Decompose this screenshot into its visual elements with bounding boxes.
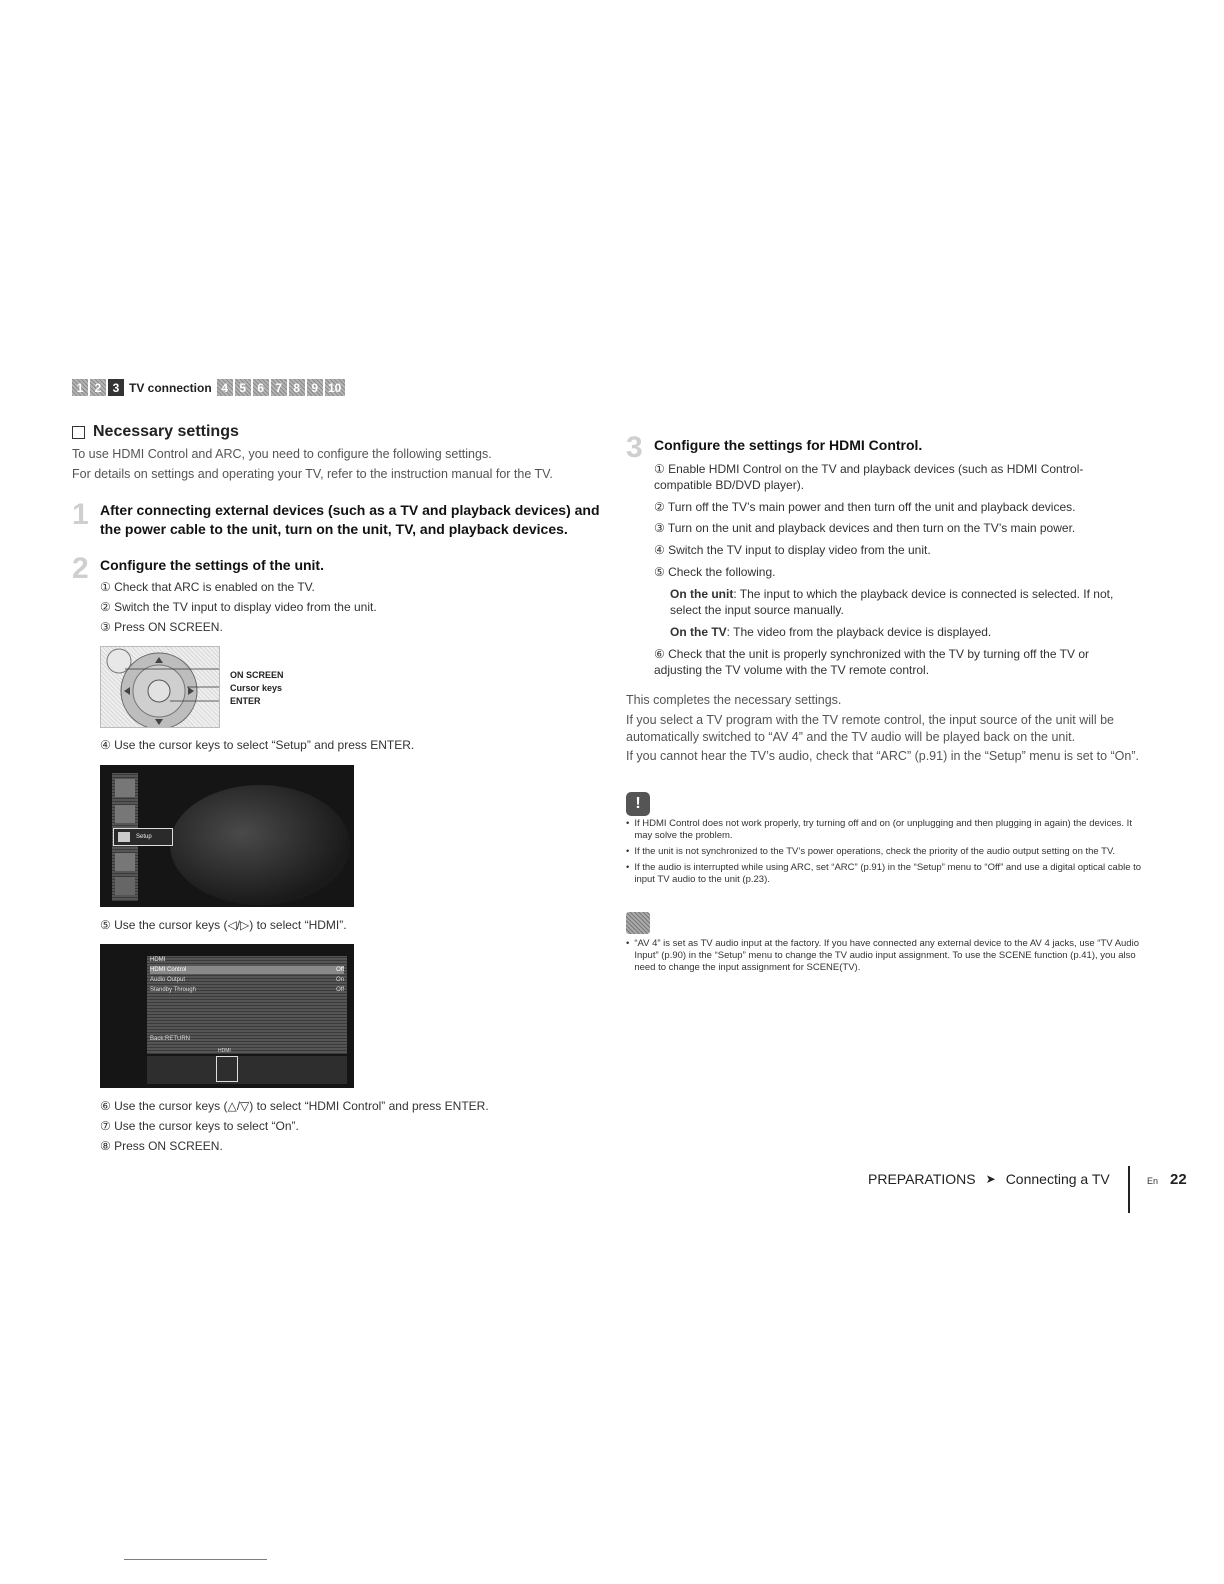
step-1-number: 1 xyxy=(72,498,89,531)
caution-icon: ! xyxy=(626,792,650,816)
wrench-icon xyxy=(118,832,130,842)
footer-language: En xyxy=(1147,1176,1159,1186)
footer-page-title[interactable]: Connecting a TV xyxy=(1005,1171,1110,1187)
label-cursor-keys: Cursor keys xyxy=(230,683,283,693)
on-the-tv-note xyxy=(670,624,1138,640)
label-enter: ENTER xyxy=(230,696,261,706)
step-1-title: After connecting external devices (such as a TV and playback devices) and the power cable to the unit, turn on the unit, TV, and playback devices. xyxy=(100,502,600,537)
menu-setup-item[interactable] xyxy=(113,828,173,846)
page-number: 22 xyxy=(1170,1171,1187,1188)
step-navigation xyxy=(72,379,345,396)
notes-list xyxy=(626,818,1146,886)
screenshot-hdmi-menu xyxy=(100,944,354,1088)
note-1: • If HDMI Control does not work properly, try turning off and on (or unplugging and then plugging in again) the devices. It may solve the problem. xyxy=(626,818,1146,842)
menu-icon-5 xyxy=(115,877,135,895)
nav-step-8[interactable]: 8 xyxy=(289,379,305,396)
step-3-title: Configure the settings for HDMI Control. xyxy=(654,437,923,453)
step-3-item-3: ③ Turn on the unit and playback devices and then turn on the TV’s main power. xyxy=(654,521,1076,535)
on-the-unit-text: : The input to which the playback device is connected is selected. If not, select the input source manually. xyxy=(670,587,1114,617)
step-3-item-2: ② Turn off the TV’s main power and then turn off the unit and playback devices. xyxy=(654,500,1076,514)
footer-section[interactable]: PREPARATIONS xyxy=(868,1171,976,1187)
bottom-divider-line xyxy=(124,1559,267,1560)
tip-note: • “AV 4” is set as TV audio input at the factory. If you have connected any external device to the AV 4 jacks, use “TV Audio Input” (p.90) in the “Setup” menu to change the TV audio input assignment. To use the SCENE function (p.41), you also need to change the input assignment for SCENE(TV). xyxy=(626,938,1146,974)
hdmi-menu-footer: Back:RETURN xyxy=(150,1036,191,1042)
step-2-item-7: ⑦ Use the cursor keys to select “On”. xyxy=(100,1119,299,1133)
hdmi-row-standby-through[interactable] xyxy=(150,986,344,994)
footer-divider xyxy=(1128,1166,1130,1213)
screenshot-setup-menu xyxy=(100,765,354,907)
checkbox-icon xyxy=(72,426,85,439)
menu-icon-2 xyxy=(115,805,135,823)
completion-p2: If you select a TV program with the TV remote control, the input source of the unit will be automatically switched to “AV 4” and the TV audio will be played back on the unit. xyxy=(626,713,1114,744)
hdmi-row-1-value: Off xyxy=(336,967,344,973)
nav-step-10[interactable]: 10 xyxy=(325,379,345,396)
note-2: • If the unit is not synchronized to the TV’s power operations, check the priority of the audio output setting on the TV. xyxy=(626,846,1116,857)
nav-step-7[interactable]: 7 xyxy=(271,379,287,396)
menu-icon-1 xyxy=(115,779,135,797)
step-2-item-8: ⑧ Press ON SCREEN. xyxy=(100,1139,223,1153)
breadcrumb-footer xyxy=(868,1171,1110,1187)
step-2-item-4: ④ Use the cursor keys to select “Setup” and press ENTER. xyxy=(100,738,415,752)
section-heading xyxy=(72,423,239,441)
menu-setup-label: Setup xyxy=(136,834,152,840)
background-speaker-shape xyxy=(170,785,350,905)
step-2-item-6: ⑥ Use the cursor keys (△/▽) to select “HDMI Control” and press ENTER. xyxy=(100,1099,489,1113)
hdmi-row-3-value: Off xyxy=(336,987,344,993)
hdmi-tab-label: HDMI xyxy=(218,1048,231,1054)
step-3-item-6: ⑥ Check that the unit is properly synchronized with the TV by turning off the TV or adjusting the TV volume with the TV remote control. xyxy=(654,647,1089,677)
nav-step-6[interactable]: 6 xyxy=(253,379,269,396)
step-3-item-1: ① Enable HDMI Control on the TV and playback devices (such as HDMI Control-compatible BD/DVD player). xyxy=(654,462,1084,492)
step-3-item-4: ④ Switch the TV input to display video from the unit. xyxy=(654,543,931,557)
nav-step-1[interactable]: 1 xyxy=(72,379,88,396)
on-the-tv-label: On the TV xyxy=(670,625,727,639)
tip-lightbulb-icon xyxy=(626,912,650,934)
hdmi-row-3-label: Standby Through xyxy=(150,987,196,993)
note-1-text: If HDMI Control does not work properly, try turning off and on (or unplugging and then plugging in again) the devices. It may solve the problem. xyxy=(634,818,1132,841)
step-3-item-5: ⑤ Check the following. xyxy=(654,565,776,579)
on-the-unit-note xyxy=(670,586,1138,618)
on-the-unit-label: On the unit xyxy=(670,587,734,601)
nav-active-title: TV connection xyxy=(129,380,212,395)
hdmi-tab-bar xyxy=(147,1056,347,1084)
note-2-text: If the unit is not synchronized to the TV’s power operations, check the priority of the audio output setting on the TV. xyxy=(634,846,1116,857)
completion-p3: If you cannot hear the TV’s audio, check that “ARC” (p.91) in the “Setup” menu is set to “On”. xyxy=(626,749,1139,763)
step-2-item-3: ③ Press ON SCREEN. xyxy=(100,620,223,634)
on-the-tv-text: : The video from the playback device is displayed. xyxy=(726,625,992,639)
hdmi-tab-selected[interactable] xyxy=(216,1056,238,1082)
note-3-text: If the audio is interrupted while using ARC, set “ARC” (p.91) in the “Setup” menu to “Off” and use a digital optical cable to input TV audio to the unit (p.23). xyxy=(634,862,1142,885)
tip-text: “AV 4” is set as TV audio input at the factory. If you have connected any external device to the AV 4 jacks, use “TV Audio Input” (p.90) in the “Setup” menu to change the TV audio input assignment. To use the SCENE function (p.41), you also need to change the input assignment for SCENE(TV). xyxy=(634,938,1139,973)
step-2-item-5: ⑤ Use the cursor keys (◁/▷) to select “HDMI”. xyxy=(100,918,347,932)
menu-icon-4 xyxy=(115,853,135,871)
step-2-number: 2 xyxy=(72,552,89,585)
footer-arrow-icon: ➤ xyxy=(985,1172,996,1186)
hdmi-row-audio-output[interactable] xyxy=(150,976,344,984)
nav-step-9[interactable]: 9 xyxy=(307,379,323,396)
hdmi-row-hdmi-control[interactable] xyxy=(150,966,344,974)
completion-p1: This completes the necessary settings. xyxy=(626,693,842,707)
nav-step-4[interactable]: 4 xyxy=(217,379,233,396)
nav-step-5[interactable]: 5 xyxy=(235,379,251,396)
hdmi-row-2-value: On xyxy=(335,977,344,983)
step-2-item-1: ① Check that ARC is enabled on the TV. xyxy=(100,580,315,594)
remote-illustration xyxy=(100,646,220,728)
intro-line-2: For details on settings and operating your TV, refer to the instruction manual for the TV. xyxy=(72,467,553,481)
nav-step-3-active[interactable]: 3 xyxy=(108,379,124,396)
remote-cursor-pad-icon xyxy=(101,647,219,727)
step-3-number: 3 xyxy=(626,431,643,464)
step-2-title: Configure the settings of the unit. xyxy=(100,557,324,573)
section-title: Necessary settings xyxy=(93,423,239,440)
nav-step-2[interactable]: 2 xyxy=(90,379,106,396)
note-3: • If the audio is interrupted while using ARC, set “ARC” (p.91) in the “Setup” menu to “Off” and use a digital optical cable to input TV audio to the unit (p.23). xyxy=(626,862,1146,886)
hdmi-row-1-label: HDMI Control xyxy=(150,967,187,973)
step-2-item-2: ② Switch the TV input to display video from the unit. xyxy=(100,600,377,614)
intro-line-1: To use HDMI Control and ARC, you need to configure the following settings. xyxy=(72,447,492,461)
label-on-screen: ON SCREEN xyxy=(230,670,284,680)
hdmi-menu-header: HDMI xyxy=(150,957,166,963)
remote-labels xyxy=(230,669,284,708)
hdmi-row-2-label: Audio Output xyxy=(150,977,186,983)
